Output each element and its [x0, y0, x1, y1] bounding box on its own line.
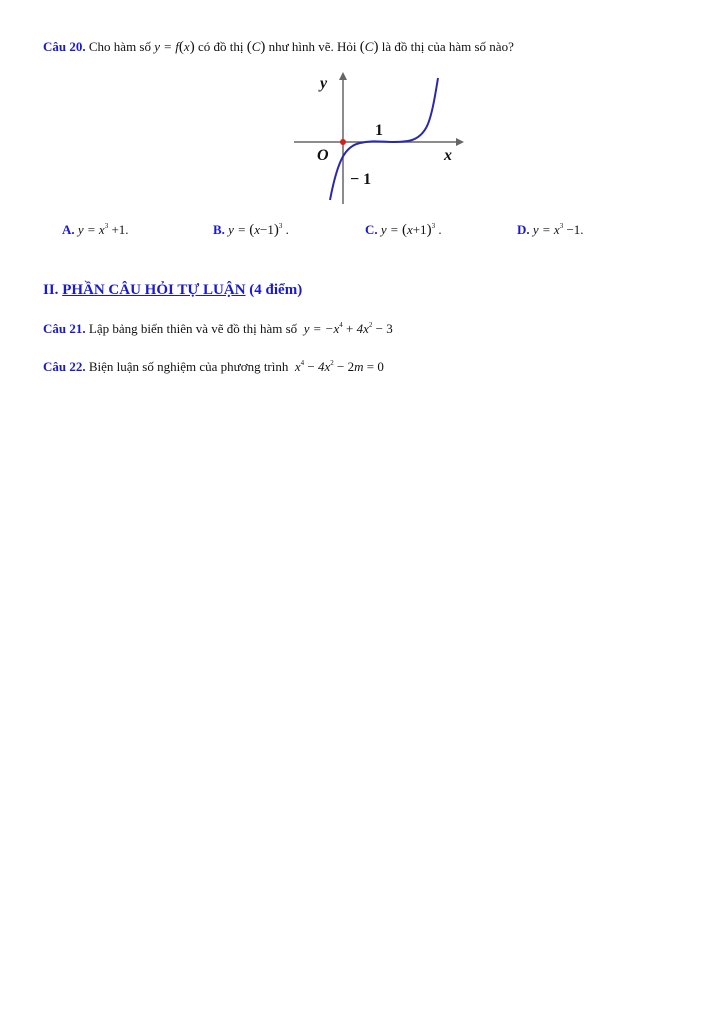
question-21-formula: $y = -x^4 + 4x^2 - 3$	[300, 321, 393, 336]
section-points: (4 điểm)	[249, 282, 303, 298]
answer-c-formula: $y = (x+1)^3$ .	[380, 222, 442, 238]
x-axis-label: x	[444, 147, 452, 164]
section-prefix: II.	[43, 282, 59, 298]
answer-d-key: D.	[517, 222, 530, 237]
answer-choices	[0, 222, 725, 242]
question-21-label: Câu 21.	[43, 321, 86, 336]
answer-c	[365, 222, 442, 239]
question-22	[43, 358, 384, 376]
one-label: 1	[375, 122, 383, 139]
answer-d-formula: $y = x^3 -1$.	[532, 222, 584, 237]
curve-name-1: (C)	[246, 39, 266, 55]
section-heading: PHẦN CÂU HỎI TỰ LUẬN	[62, 282, 246, 298]
question-20-text-d: là đồ thị của hàm số nào?	[381, 39, 514, 54]
section-title	[43, 282, 302, 299]
x-axis-arrow	[456, 138, 464, 146]
answer-b	[213, 222, 289, 239]
graph-svg	[290, 70, 470, 210]
origin-point	[340, 139, 346, 145]
answer-c-key: C.	[365, 222, 378, 237]
answer-b-key: B.	[213, 222, 225, 237]
answer-b-formula: $y = (x-1)^3$ .	[228, 222, 289, 238]
question-21	[43, 320, 393, 338]
cubic-graph-figure	[290, 70, 470, 210]
question-22-formula: $x^4 - 4x^2 - 2m = 0$	[291, 359, 384, 374]
question-22-text: Biện luận số nghiệm của phương trình	[88, 359, 289, 374]
answer-a	[62, 222, 129, 238]
origin-label: O	[317, 147, 329, 164]
question-20-function: y = f(x)	[154, 39, 195, 55]
answer-a-formula: $y = x^3 +1$.	[77, 222, 129, 237]
minus-one-label: − 1	[350, 171, 372, 188]
question-20	[43, 38, 514, 56]
answer-a-key: A.	[62, 222, 75, 237]
y-axis-label: y	[320, 75, 328, 92]
cubic-curve	[330, 78, 438, 200]
question-20-text-b: có đồ thị	[197, 39, 244, 54]
y-axis-arrow	[339, 72, 347, 80]
question-21-text: Lập bảng biến thiên và vẽ đồ thị hàm số	[88, 321, 298, 336]
question-20-text-a: Cho hàm số	[88, 39, 151, 54]
curve-name-2: (C)	[359, 39, 379, 55]
question-22-label: Câu 22.	[43, 359, 86, 374]
answer-d	[517, 222, 584, 238]
question-20-label: Câu 20.	[43, 39, 86, 54]
question-20-text-c: như hình vẽ. Hỏi	[268, 39, 357, 54]
